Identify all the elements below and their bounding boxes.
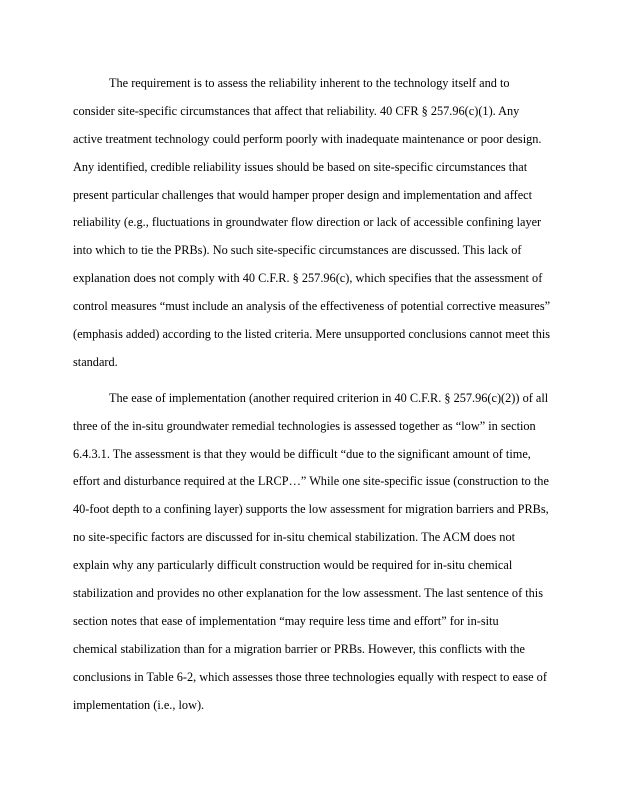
- text-line: Any identified, credible reliability issues should be based on site-specific circumstances that: [73, 159, 528, 174]
- text-line: consider site-specific circumstances that affect that reliability. 40 CFR § 257.96(c)(1). Any: [73, 103, 520, 118]
- text-line: section notes that ease of implementation “may require less time and effort” for in-situ: [73, 613, 499, 628]
- text-line: 6.4.3.1. The assessment is that they would be difficult “due to the significant amount of time,: [73, 446, 531, 461]
- text-line: The requirement is to assess the reliability inherent to the technology itself and to: [109, 76, 510, 90]
- paragraph-ease-of-implementation: [73, 385, 601, 720]
- text-line: into which to tie the PRBs). No such site-specific circumstances are discussed. This lack of: [73, 243, 522, 258]
- text-line: reliability (e.g., fluctuations in groundwater flow direction or lack of accessible confining layer: [73, 215, 542, 230]
- text-line: chemical stabilization than for a migration barrier or PRBs. However, this conflicts with the: [73, 641, 525, 656]
- text-line: present particular challenges that would hamper proper design and implementation and affect: [73, 187, 533, 202]
- document-page: [73, 70, 601, 719]
- text-line: no site-specific factors are discussed for in-situ chemical stabilization. The ACM does not: [73, 530, 516, 545]
- text-line: control measures “must include an analysis of the effectiveness of potential corrective measures”: [73, 299, 551, 314]
- text-line: (emphasis added) according to the listed criteria. Mere unsupported conclusions cannot meet this: [73, 327, 551, 342]
- text-line: effort and disturbance required at the LRCP…” While one site-specific issue (construction to the: [73, 474, 549, 489]
- text-line: implementation (i.e., low).: [73, 697, 205, 712]
- text-line: explain why any particularly difficult construction would be required for in-situ chemical: [73, 558, 513, 573]
- text-line: three of the in-situ groundwater remedial technologies is assessed together as “low” in section: [73, 418, 536, 433]
- text-line: standard.: [73, 354, 118, 369]
- text-line: The ease of implementation (another required criterion in 40 C.F.R. § 257.96(c)(2)) of all: [109, 390, 549, 405]
- text-line: stabilization and provides no other explanation for the low assessment. The last sentence of this: [73, 586, 544, 601]
- paragraph-reliability: [73, 70, 601, 377]
- text-line: 40-foot depth to a confining layer) supports the low assessment for migration barriers and PRBs,: [73, 502, 549, 517]
- text-line: active treatment technology could perform poorly with inadequate maintenance or poor design.: [73, 131, 542, 146]
- paragraph-gap: [73, 377, 601, 385]
- text-line: conclusions in Table 6-2, which assesses those three technologies equally with respect to ease of: [73, 669, 547, 684]
- text-line: explanation does not comply with 40 C.F.R. § 257.96(c), which specifies that the assessment of: [73, 271, 543, 286]
